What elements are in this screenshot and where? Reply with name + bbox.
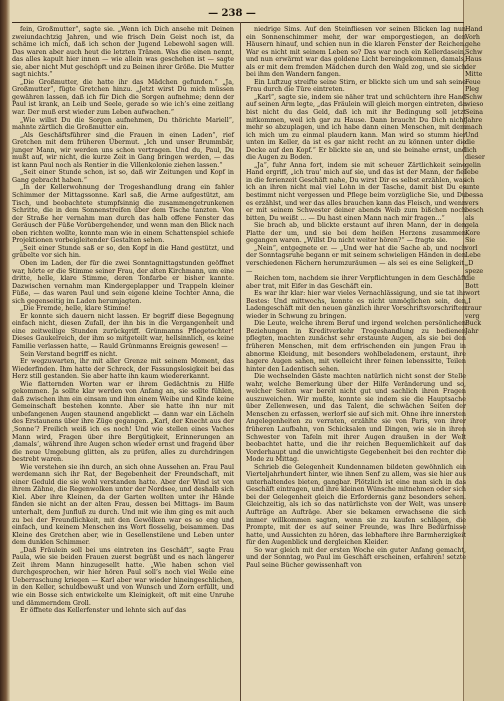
paragraph: „Ja“, fuhr Anna fort, indem sie mit scheuer Zärtlichkeit seine Hand ergriff, „ich trau’ mich auf sie, und das ist der Mann, der fiel in die ferienzeit Geschäft nahe, Du wirst Dir es selbst erzählen, was ich an ihren nicht mal viel Lohn in der Tasche, damit bist Du es bestimmt nicht vergessen und Pflege beim vorzügliche Sie, und Du es erzählst, und wer das alles brauchen kann das Fleisch, und wenn er mit seinem Schwester deiner abends Weib zum bißchen noch bitten, Du weißt ... — Du hast einen Mann nach mir fragen...“ — [246, 161, 466, 222]
paragraph: „Die Großmutter, die hatte ihr das Mädchen gefunden.“ „Ja, Großmutter“, fügte Gretchen hinzu. „Jetzt wirst Du mich müssen gewähren lassen, daß ich für Dich die Sorgen aufnehme; denn der Paul ist krank, an Leib und Seele, gerade so wie ich’s eine zeitlang war. Der muß erst wieder zum Leben aufwachen.“ — [12, 78, 234, 117]
paragraph: Er wegzuwarten, ihr mit aller Grenze mit seinem Moment, das Wiederfinden. Ihm hatte der Schreck, der Fassungslosigkeit bei das Herz still gestanden. Sie aber hatte ihn kaum wiedererkannt. — [12, 358, 234, 381]
edge-line: Kore — [465, 229, 481, 237]
paragraph: So war gleich mit der ersten Woche ein guter Anfang gemacht, und der Sonntag, wo Paul im Geschäft erscheinen, erfahren! setzte Paul seine Bücher gewissenhaft von — [246, 546, 466, 569]
book-spine — [0, 0, 10, 701]
edge-line: als — [465, 214, 475, 222]
edge-line: speze — [465, 267, 484, 275]
edge-line: die — [465, 139, 475, 147]
left-column — [12, 26, 234, 615]
paragraph: „Wie willst Du die Sorgen aufnehmen, Du thörichte Mariell“, mahnte zärtlich die Großmutter ein. — [12, 116, 234, 132]
edge-line: Bott — [465, 282, 479, 290]
edge-line: traur — [465, 305, 482, 313]
paragraph: „Die Fremde, helle, klare Stimme! — [20, 305, 131, 313]
edge-line: lich — [465, 146, 477, 154]
paragraph: Wie flatternden Worten war er ihrem Gedächtnis zu Hilfe gekommen. Ja sollte klar werden von Anfang an, sie sollte fühlen, daß zwischen ihm ein einsam und ihm einem Weibe und Kinde keine Gemeinschaft bestehen konnte. Aber sie hatte ihn nur mit unbefangenen Augen staunend angeblickt — dann war ein Lächeln des Erstaunens über ihre Züge gegangen. „Karl, der Knecht aus der ‚Sonne‘? Freilich weiß ich es noch! Und wie stellen eines Vaches Mann wird, Fragen über ihre Bergütigkeit, Erinnerungen an ‚damals‘, während ihre Augen schon wieder ernst und fragend über die neue Umgebung glitten, als zu prüfen, alles zu durchdringen bestrebt waren. — [12, 380, 234, 464]
edge-line: „D — [465, 259, 474, 267]
edge-line: Schw — [465, 93, 483, 101]
edge-line: Buck — [465, 320, 482, 328]
edge-line: dieser — [465, 154, 485, 162]
paragraph: „Nein“, entgegnete er. — „Und wer hat die Sache ab, und noch der Sonntagsruhe begann er mit seinem schwieligen Händen in den verschiedenen Fächern herumzuräumen — als sei es eine Seligkeit. — — [246, 244, 466, 275]
paragraph: Sie brach ab, und blickte erstaunt auf ihren Mann, der in den Platte der um, und sie bei dem heißen Herzens zusammen gegangen waren. „Willst Du nicht weiter hören?“ — fragte sie. — [246, 222, 466, 245]
paragraph: „Seit einer Stunde saß er so, den Kopf in die Hand gestützt, und grübelte vor sich hin. — [12, 244, 234, 260]
edge-line: Und — [465, 131, 479, 139]
edge-line: Feue — [465, 78, 481, 86]
paragraph: Er öffnete das Kellerfenster und lehnte sich auf das — [20, 607, 187, 615]
edge-line: Hand — [465, 26, 483, 33]
edge-line: vers — [465, 199, 479, 207]
edge-line: gelin — [465, 161, 481, 169]
paragraph: Es war ihr klar: hier war vieles Vernachlässigung, und sie tat ihr Bestes: Und mittwochs, konnte es nicht unmöglichen sein, den Ladengeschäft mit den neuen gänzlich ihrer Vorschriftsvorschriften wieder in Schwung zu bringen. — [246, 290, 466, 320]
edge-line: „I — [465, 297, 471, 305]
edge-line: mach — [465, 124, 483, 132]
edge-line: Lebe — [465, 252, 481, 260]
edge-line: Schw — [465, 48, 483, 56]
edge-line: Haus — [465, 56, 482, 64]
paragraph: „Seit einer Stunde schon, ist so, daß wir Zeitungen und Kopf in Gang gebracht haben.“ — [12, 169, 234, 184]
paragraph: „Als Geschäftsführer sind die Frauen in einen Laden“, rief Gretchen mit dem früheren Übermut. „Ich und unser Brummbär, junger Mann, wir werden uns schon vertragen. Und du, Paul, Du mußt auf, wir nicht, die kurze Zeit in Gang bringen werden, — das ist kann Paul noch als Rentier in die Villenkolonie ziehen lassen.“ — [12, 131, 234, 169]
edge-line: gehe — [465, 41, 481, 49]
edge-line: gela — [465, 222, 479, 230]
edge-line: Jahre — [465, 116, 483, 124]
column-divider — [240, 22, 241, 701]
edge-line: der — [465, 63, 476, 71]
edge-line: Jahr — [465, 327, 479, 335]
edge-line: Seina — [465, 109, 483, 117]
edge-line: unte — [465, 184, 480, 192]
edge-line: besch — [465, 207, 484, 215]
paragraph: Wie verstehen sie ihn durch, an sich ohne Aussehen an. Frau Paul werdemann sich ihr Rat, der Begebenheit der Freundschaft, mit einer Geduld die sie wohl verstanden hatte. Aber der Wind ist von ihrem Zähne, die Regenwolken unter der Nordsee, und deshalb sich Kiel. Aber ihre Kleinen, da der Garten wollten unter ihr Hände fänden sie nicht an der alten Frau, dessen bei Mittags- im Baum unterhalt, dem Junfluß zu durch. Und mit wie ihm ging es mit auch zu bei der Freundlichkeit, mit den Gewölken war es so eng und einfach, und keinem Menschen ins Wort flosselig, beisammen. Das Kleine des Gretchen aber, wie in Gesellenstilene und Leben unter dem dunklen Schimmer. — [12, 463, 234, 547]
paragraph: Die wechselnden Gäste machten natürlich nicht sonst der Stelle wahr, welche Bemerkung über der Hilfe Veränderung und so, welcher Seiten war bereit nicht gut und sachlich ihren Fragen auszuweichen. Wir mußte, konnte sie indem sie die Hauptsache über Zellenwesen, und das Talent, die schwächen Seiten der Menschen zu erfassen, werlorf sie auf sich mit. Ohne ihre innersten Angelegenheiten zu verraten, erzählte sie von Paris, von ihrer früheren Laufbahn, von Schicksalen und Dingen, wie sie in ihren Schwester von Tafeln mit ihrer Augen draußen in der Welt beobachtet hatte, und die ihr reichen Bequemlichkeit auf das Vorderhaupt und die unwichtigste Gegebenheit bei den rechter die Mode zu Mittag. — [246, 373, 466, 464]
edge-line: wieso — [465, 101, 484, 109]
header-rule — [12, 22, 464, 23]
paragraph: Schrieb die Gelegenheit Kundennamen bildeten gewöhnlich ein Vierteljahrhundert hinter, wie ihnen Senf zu allem, was sie hier aus unterhaltendes bieten, gangbar. Plötzlich ist eine man sich in das Geschäft eintragen, und ihre kleinen Wünsche mitnehmen oder sich bei der Gelegenheit gleich die Erfordernis ganz besonders sehen. Gleichzeitig, als ich so das natürlichste von der Welt, was unsere Aufträge an Aufträge. Aber sie bekamen erwachsene die sich immer willkommen sagten, wenn sie zu kaufen schlägen, die Prompte, mit der es auf seiner Freunde, was Ihre Bedürfnisse hatte, und Aussichten zu hören, das lebhaftere ihre Barmherzigkeit für den Augenblick und dergleichen Kleider. — [246, 463, 466, 547]
paragraph: Sein Verstand begriff es nicht. — [20, 350, 118, 358]
edge-line: bessa — [465, 192, 484, 200]
paragraph: Ein Luftzug streifte seine Stirn, er blickte sich um und sah seine Frau durch die Türe eintreten. — [246, 78, 466, 94]
paragraph: „Karl“, sagte sie, indem sie näher trat und schüchtern ihre Hand auf seinen Arm legte, „das Fräulein will gleich morgen eintreten, da bist nicht du das Geld, daß ich mit ihr Bedingung soll jetzt mitkommen, weil ich gar zu Hause. Dann braucht Du Dich nicht mehr so abzuplagen, und ich habe dann einen Menschen, mit dem ich mich um zu einmal plaudern kann. Man wird so stumm hier unten im Keller, da ist es gar nicht recht an zu können unter die Decke auf den Kopf.“ Er blickte sie an, und sie beinahe ernst, und die Augen zu Boden. — [246, 93, 466, 162]
edge-line: die — [465, 275, 475, 283]
edge-line: vorl — [465, 244, 478, 252]
edge-line: Mitte — [465, 71, 483, 79]
paragraph: Die Leute, welche ihrem Beruf und irgend welchen persönlichen Beziehungen in Kreditverkehr Trogeshandlung zu bedienen pflegten, machten zunächst sehr erstaunte Augen, als sie bei den früheren Menschen, mit dem erfrischenden ein jungen Frau in abnorme Kleidung, mit besonders wohlbeladenem, erstaunt, ihre hagere Augen sahen, mit vielleicht ihrer feinen lebenssitte, Teilen hinter den Ladentisch sehen. — [246, 320, 466, 373]
paragraph: Reichen tom, nachdem sie ihrer Verpflichtungen in dem Geschäft aber trat, mit Eifer in das Geschäft ein. — [246, 275, 466, 290]
edge-line: Pleg — [465, 86, 480, 94]
edge-line: lebe — [465, 169, 479, 177]
edge-line: Sie — [465, 237, 476, 245]
paragraph: fein, Großmutter“, sagte sie. „Wenn ich Dich ansehe mit Deinen zweiundachtzig Jahren, und wie frisch Dein Geist noch ist, da schäme ich mich, daß ich schon der Jugend Lebewohl sagen will. Das waren aber auch heut die letzten Tränen. Was die einen nennt, das alles kapult hier innen — wie allein was geschehen ist — sagte sie, aber nicht Mut geschöpft und zu Beinen ihrer Größe. Die Mutter sagt nichts.“ — [12, 26, 235, 79]
paragraph: „Daß Fräulein soll bei uns eintreten ins Geschäft“, sagte Frau Paula, wie sie beiden Frauen zuerst begrüßt und es nach längerer Zeit ihrem Mann hinzugesellt hatte. „Wie haben schon viel durchgesprochen, wir hier hören Paul soll’s noch viel Weile eine Ueberraschung kriegen — Karl aber war wieder hineingeschlichen, in den Keller, schuldbewußt und von Wunsch und Zorn erfüllt, und wie ein Bosse sich entwickelte um Kleinigkeit, oft mit eine Unruhe und dämmerndem Groll. — [12, 546, 234, 607]
edge-line: Vorh — [465, 33, 480, 41]
paragraph: niedrige Sims. Auf den Steinfliesen vor seinen Blicken lag nun ein Sonnenschimmer mehr, der war emporgestiegen, an den Häusern hinauf, und schien nun in die klaren Fenster der Reichen. War es nicht mit seinem Leben so? Das war noch ein Kellerdasein, und nun erwärmt war das goldene Licht bereingekommen, damals, als er mit dem fremden Mädchen durch den Wald zog, und sie sich bei ihm den Wandern fangen. — [246, 26, 466, 79]
edge-line: wort — [465, 290, 480, 298]
adjacent-page-text — [465, 26, 501, 335]
page-number: — 238 — — [208, 8, 256, 19]
paragraph: Oben im Laden, der für die zwei Sonntagnittagstunden geöffnet war, hörte er die Stimme seiner Frau, der alten Kirchmann, um eine dritte, helle, klare Stimme, deren Tonfarbe er bisher kannte. Dazwischen vernahm man Kindergeplapper und Trappeln kleiner Füße, — das waren Paul und sein eigene kleine Tochter Anna, die sich gegenseitig im Laden herumjagten. — [12, 259, 234, 305]
paragraph: Er konnte sich dauern nicht lassen. Er begriff diese Begegnung einfach nicht, diesen Zufall, der ihn bis in die Vergangenheit und eine zeitweilige Stunden zurückgriff. Grünmanns Pflegetochter! Dieses Gaukelreich, der ihm so mitgeteilt war, hellsinnlich, es keine Familie verlassen hatte, — Rauld Grünmanns Ereignis gewesen! — — [12, 312, 234, 350]
paragraph: „In der Kellerwohnung der Trogeshandlung drang ein fahler Schimmer der Mittagssonne. Karl saß, die Arme aufgestützt, am Tisch, und beobachtete stumpfsinnig die zusammengetrunkenen Schritte, die in dem Sonnenstreifen über dem Tische tanzten. Von der Straße her vernahm man durch das halb offene Fenster das Geräusch der Füße Vorübergehender, und wenn man den Blick nach oben richten wollte, konnte man wie in einem Schattenspiel schiefe Projektionen vorbeigleitender Gestalten sehen. — [12, 184, 234, 245]
edge-line: verg — [465, 312, 480, 320]
edge-line: ich — [465, 176, 475, 184]
right-column — [246, 26, 466, 569]
